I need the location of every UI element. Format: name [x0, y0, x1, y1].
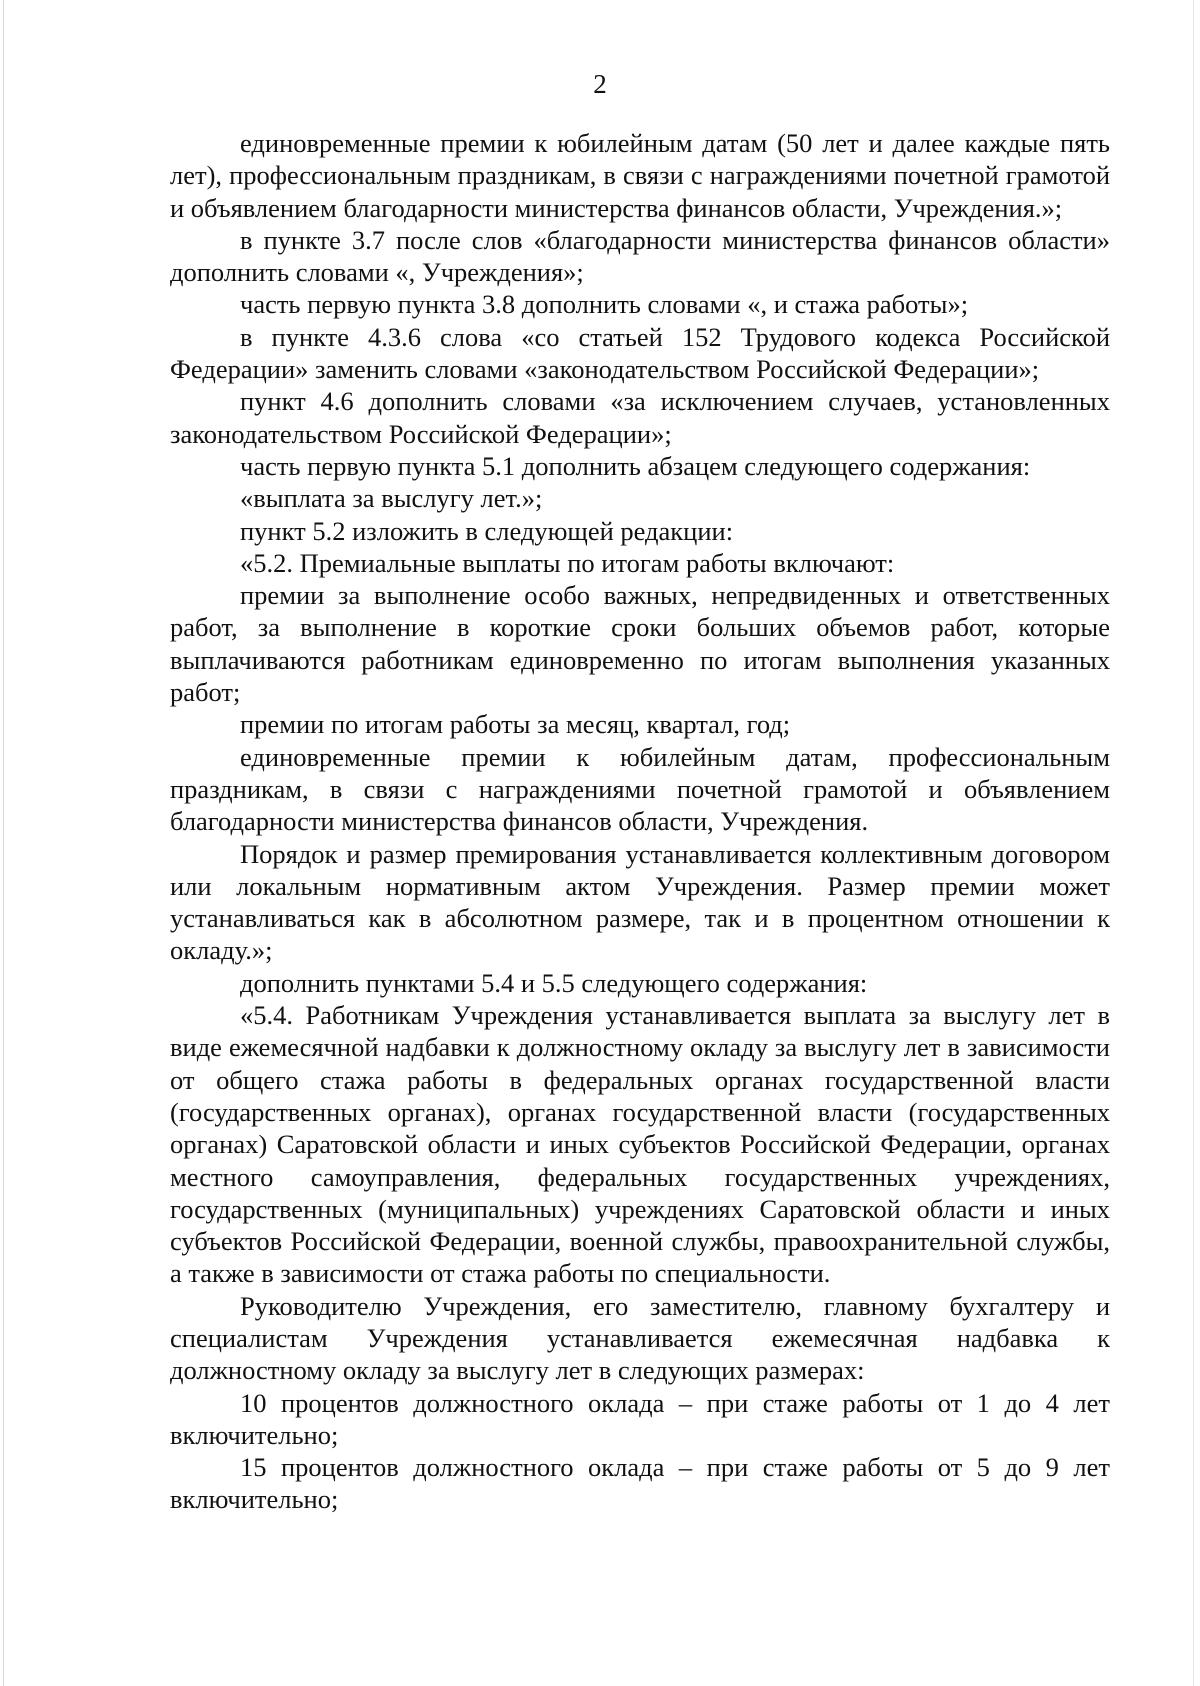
paragraph-jubilee-bonus: единовременные премии к юбилейным датам (50 лет и далее каждые пять лет), профессиональным праздникам, в связи с награждениями почетной грамотой и объявлением благодарности министерства финансов области, Учреждения.»;: [170, 128, 1110, 223]
paragraph-item-3-7: в пункте 3.7 после слов «благодарности министерства финансов области» дополнить словами «, Учреждения»;: [170, 224, 1110, 288]
paragraph-seniority-payment: «выплата за выслугу лет.»;: [240, 483, 543, 514]
paragraph-item-5-2: «5.2. Премиальные выплаты по итогам работы включают:: [240, 547, 895, 578]
paragraph-item-5-2-intro: пункт 5.2 изложить в следующей редакции:: [240, 515, 734, 546]
paragraph-allowance-recipients: Руководителю Учреждения, его заместителю, главному бухгалтеру и специалистам Учреждения устанавливается ежемесячная надбавка к должностному окладу за выслугу лет в следующих размерах:: [170, 1290, 1110, 1386]
paragraph-items-5-4-5-5-intro: дополнить пунктами 5.4 и 5.5 следующего содержания:: [240, 967, 868, 998]
document-body: [170, 127, 1110, 1516]
paragraph-bonus-procedure: Порядок и размер премирования устанавливается коллективным договором или локальным нормативным актом Учреждения. Размер премии может устанавливаться как в абсолютном размере, так и в процентном отношении к окладу.»;: [170, 838, 1110, 966]
scan-edge-left: [3, 0, 4, 1686]
paragraph-item-5-4: «5.4. Работникам Учреждения устанавливается выплата за выслугу лет в виде ежемесячной надбавки к должностному окладу за выслугу лет в зависимости от общего стажа работы в федеральных органах государственной власти (государственных органах), органах государственной власти (государственных органах) Саратовской области и иных субъектов Российской Федерации, органах местного самоуправления, федеральных государственных учреждениях, государственных (муниципальных) учреждениях Саратовской области и иных субъектов Российской Федерации, военной службы, правоохранительной службы, а также в зависимости от стажа работы по специальности.: [170, 1000, 1110, 1289]
paragraph-item-4-3-6: в пункте 4.3.6 слова «со статьей 152 Трудового кодекса Российской Федерации» заменить словами «законодательством Российской Федерации»;: [170, 321, 1110, 385]
page-number: 2: [593, 69, 607, 99]
scan-edge-right: [1193, 0, 1194, 1686]
paragraph-item-3-8: часть первую пункта 3.8 дополнить словами «, и стажа работы»;: [240, 289, 969, 320]
paragraph-item-5-1: часть первую пункта 5.1 дополнить абзацем следующего содержания:: [240, 450, 1031, 481]
paragraph-one-time-bonus: единовременные премии к юбилейным датам, профессиональным праздникам, в связи с награждениями почетной грамотой и объявлением благодарности министерства финансов области, Учреждения.: [170, 741, 1110, 837]
paragraph-important-work-bonus: премии за выполнение особо важных, непредвиденных и ответственных работ, за выполнение в короткие сроки больших объемов работ, которые выплачиваются работникам единовременно по итогам выполнения указанных работ;: [170, 580, 1110, 708]
paragraph-rate-10-percent: 10 процентов должностного оклада – при стаже работы от 1 до 4 лет включительно;: [170, 1387, 1110, 1450]
paragraph-rate-15-percent: 15 процентов должностного оклада – при стаже работы от 5 до 9 лет включительно;: [170, 1452, 1110, 1515]
paragraph-item-4-6: пункт 4.6 дополнить словами «за исключением случаев, установленных законодательством Российской Федерации»;: [170, 386, 1110, 449]
paragraph-periodic-bonus: премии по итогам работы за месяц, квартал, год;: [240, 709, 791, 740]
